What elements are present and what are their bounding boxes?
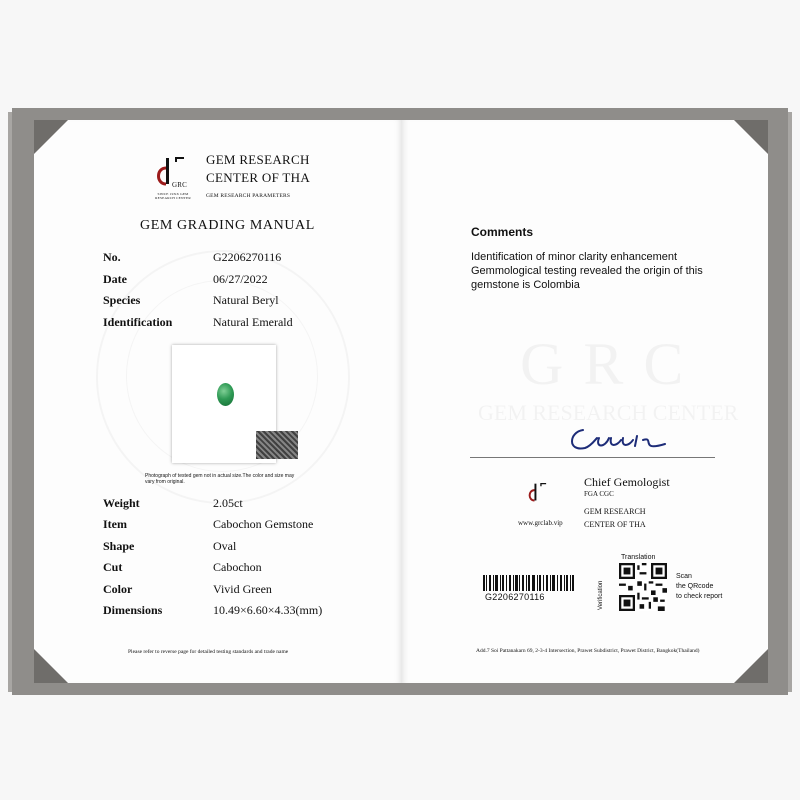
value-weight: 2.05ct: [213, 496, 243, 510]
comments-title: Comments: [471, 225, 534, 239]
label-no: No.: [103, 250, 121, 264]
label-identification: Identification: [103, 315, 173, 329]
scan-line-3: to check report: [676, 593, 723, 600]
label-dimensions: Dimensions: [103, 603, 163, 617]
barcode-number: G2206270116: [485, 592, 545, 602]
website: www.grclab.vip: [518, 519, 563, 527]
label-date: Date: [103, 272, 127, 286]
value-identification: Natural Emerald: [213, 315, 293, 329]
comment-line-1: Identification of minor clarity enhancement: [471, 251, 678, 263]
verification-label: Verification: [598, 580, 604, 610]
value-shape: Oval: [213, 539, 237, 553]
manual-title: GEM GRADING MANUAL: [140, 218, 315, 233]
label-color: Color: [103, 582, 133, 596]
label-species: Species: [103, 293, 141, 307]
label-cut: Cut: [103, 560, 123, 574]
comment-line-3: gemstone is Colombia: [471, 279, 580, 291]
signature: [565, 422, 675, 461]
label-shape: Shape: [103, 539, 135, 553]
value-color: Vivid Green: [213, 582, 272, 596]
value-date: 06/27/2022: [213, 272, 268, 286]
signer-org-1: GEM RESEARCH: [584, 507, 646, 516]
gem-photo: [172, 345, 276, 463]
label-item: Item: [103, 517, 127, 531]
translation-label: Translation: [621, 554, 656, 561]
value-no: G2206270116: [213, 250, 282, 264]
emerald-image: [217, 383, 234, 406]
value-cut: Cabochon: [213, 560, 262, 574]
header-line-3: GEM RESEARCH PARAMETERS: [206, 193, 291, 199]
signer-title: Chief Gemologist: [584, 475, 670, 489]
signer-credentials: FGA CGC: [584, 490, 614, 498]
value-item: Cabochon Gemstone: [213, 517, 314, 531]
logo-small-text: SINCE 19XX GEM RESEARCH CENTER: [155, 192, 191, 200]
header-line-1: GEM RESEARCH: [206, 152, 310, 167]
qr-code[interactable]: [619, 563, 667, 611]
label-weight: Weight: [103, 496, 140, 510]
scan-line-2: the QRcode: [676, 583, 714, 590]
footer-note: Please refer to reverse page for detailed testing standards and trade name: [128, 649, 289, 655]
scan-instructions: [676, 572, 722, 602]
watermark-grc: [520, 330, 703, 399]
value-dimensions: 10.49×6.60×4.33(mm): [213, 603, 323, 617]
barcode: [483, 575, 574, 591]
grc-logo-small: [528, 482, 550, 506]
hologram-sticker: [256, 431, 298, 459]
header-line-2: CENTER OF THA: [206, 170, 311, 185]
signer-org-2: CENTER OF THA: [584, 520, 646, 529]
comment-line-2: Gemmological testing revealed the origin of this: [471, 265, 703, 277]
logo-text: GRC: [172, 181, 187, 189]
signature-line: [470, 457, 715, 458]
photo-caption: Photograph of tested gem not in actual size.The color and size may vary from original.: [145, 473, 295, 485]
address: Add.7 Soi Pattanakarn 69, 2-3-4 Intersection, Prawet Subdistrict, Prawet District, Bangkok(Thailand): [476, 648, 700, 654]
scan-line-1: Scan: [676, 573, 692, 580]
value-species: Natural Beryl: [213, 293, 279, 307]
